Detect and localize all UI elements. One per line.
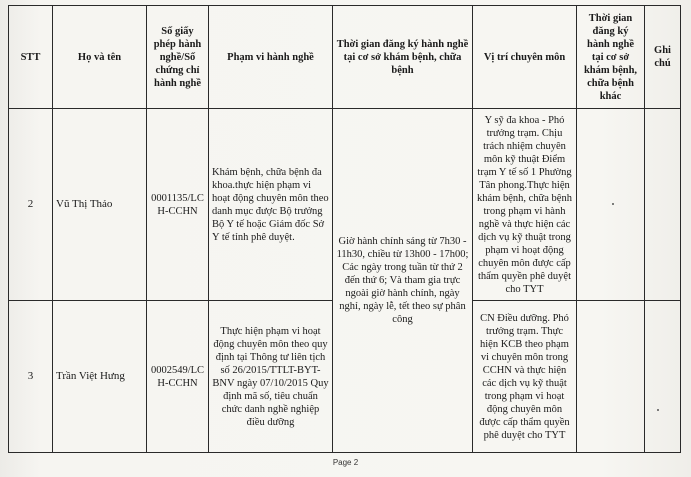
header-stt: STT xyxy=(9,6,53,109)
header-note: Ghi chú xyxy=(645,6,681,109)
row-license: 0002549/LC H-CCHN xyxy=(147,301,209,453)
row-note xyxy=(645,301,681,453)
header-position: Vị trí chuyên môn xyxy=(473,6,577,109)
table-row xyxy=(9,109,681,301)
header-scope: Phạm vi hành nghề xyxy=(209,6,333,109)
row-stt: 3 xyxy=(9,301,53,453)
header-name: Họ và tên xyxy=(53,6,147,109)
header-row xyxy=(9,6,681,109)
header-license: Số giấy phép hành nghề/Số chứng chỉ hành nghề xyxy=(147,6,209,109)
header-other-time: Thời gian đăng ký hành nghề tại cơ sở khám bệnh, chữa bệnh khác xyxy=(577,6,645,109)
page-number: Page 2 xyxy=(332,458,359,467)
row-position: Y sỹ đa khoa - Phó trưởng trạm. Chịu trách nhiệm chuyên môn kỹ thuật Điểm trạm Y tế số 1 Phường Tân phong.Thực hiện khám bệnh, chữa bệnh trong phạm vi hành nghề và thực hiện các dịch vụ kỹ thuật trong phạm vi hoạt động chuyên môn được cấp thẩm quyền phê duyệt cho TYT xyxy=(473,109,577,301)
row-name: Vũ Thị Thảo xyxy=(53,109,147,301)
row-other-time xyxy=(577,109,645,301)
row-reg-time: Giờ hành chính sáng từ 7h30 - 11h30, chiều từ 13h00 - 17h00; Các ngày trong tuần từ thứ 2 đến thứ 6; Và tham gia trực ngoài giờ hành chính, ngày nghỉ, ngày lễ, tết theo sự phân công xyxy=(333,109,473,453)
scan-speck xyxy=(657,409,659,411)
row-license: 0001135/LC H-CCHN xyxy=(147,109,209,301)
row-scope: Thực hiện phạm vi hoạt động chuyên môn theo quy định tại Thông tư liên tịch số 26/2015/TTLT-BYT-BNV ngày 07/10/2015 Quy định mã số, tiêu chuẩn chức danh nghề nghiệp điều dưỡng xyxy=(209,301,333,453)
row-position: CN Điều dưỡng. Phó trưởng trạm. Thực hiện KCB theo phạm vi chuyên môn trong CCHN và thực hiện các dịch vụ kỹ thuật trong phạm vi hoạt động chuyên môn được cấp thẩm quyền phê duyệt cho TYT xyxy=(473,301,577,453)
row-name: Trần Việt Hưng xyxy=(53,301,147,453)
staff-registration-table xyxy=(8,5,681,453)
row-scope: Khám bệnh, chữa bệnh đa khoa.thực hiện phạm vi hoạt động chuyên môn theo danh mục được Bộ trưởng Bộ Y tế hoặc Giám đốc Sở Y tế tỉnh phê duyệt. xyxy=(209,109,333,301)
scan-speck xyxy=(612,203,614,205)
row-other-time xyxy=(577,301,645,453)
row-stt: 2 xyxy=(9,109,53,301)
header-reg-time: Thời gian đăng ký hành nghề tại cơ sở khám bệnh, chữa bệnh xyxy=(333,6,473,109)
row-note xyxy=(645,109,681,301)
